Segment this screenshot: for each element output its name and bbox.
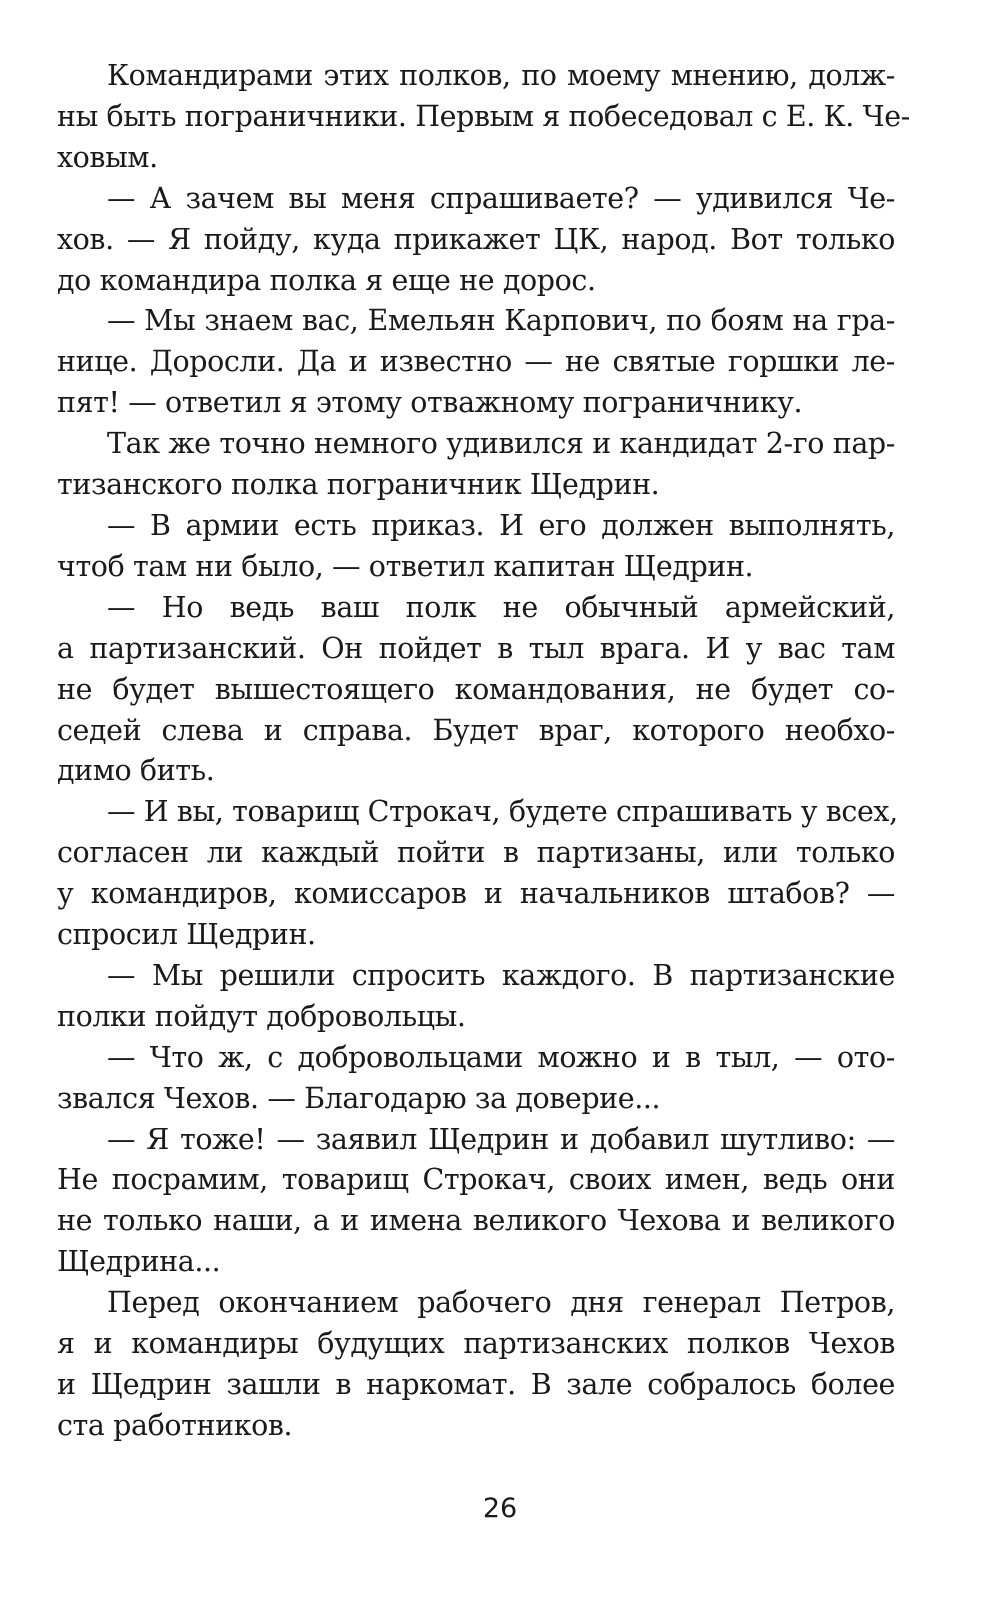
page-number: 26	[482, 1493, 518, 1524]
text-line: чтоб там ни было, — ответил капитан Щедрин.	[57, 549, 754, 583]
text-line: ховым.	[57, 140, 158, 174]
text-line: я и командиры будущих партизанских полков Чехов	[57, 1327, 895, 1361]
text-line: Щедрина...	[57, 1245, 221, 1279]
text-line: ста работников.	[57, 1408, 293, 1442]
page-body	[57, 56, 910, 1447]
text-line: — И вы, товарищ Строкач, будете спрашивать у всех,	[107, 795, 898, 829]
paragraph	[57, 1120, 895, 1284]
text-line: димо бить.	[57, 754, 215, 788]
text-line: не только наши, а и имена великого Чехова и великого	[57, 1204, 895, 1238]
text-line: звался Чехов. — Благодарю за доверие...	[57, 1081, 661, 1115]
text-line: ны быть пограничники. Первым я побеседовал с Е. К. Че-	[57, 99, 910, 133]
text-line: и Щедрин зашли в наркомат. В зале собралось более	[57, 1368, 895, 1401]
text-line: хов. — Я пойду, куда прикажет ЦК, народ. Вот только	[57, 222, 895, 256]
text-line: — Мы решили спросить каждого. В партизанские	[107, 958, 895, 992]
text-line: — А зачем вы меня спрашиваете? — удивился Че-	[107, 181, 895, 215]
paragraph	[57, 956, 895, 1038]
paragraph	[57, 792, 898, 956]
text-line: согласен ли каждый пойти в партизаны, или только	[57, 836, 895, 870]
text-line: спросил Щедрин.	[57, 918, 316, 952]
text-line: до командира полка я еще не дорос.	[57, 263, 596, 297]
text-line: у командиров, комиссаров и начальников штабов? —	[57, 877, 895, 911]
text-line: полки пойдут добровольцы.	[57, 999, 466, 1033]
text-line: Командирами этих полков, по моему мнению, долж-	[107, 59, 895, 92]
paragraph	[57, 179, 895, 302]
text-line: а партизанский. Он пойдет в тыл врага. И у вас там	[57, 631, 895, 665]
paragraph	[57, 424, 895, 506]
text-line: — Но ведь ваш полк не обычный армейский,	[107, 590, 895, 624]
text-line: — Я тоже! — заявил Щедрин и добавил шутливо: —	[107, 1122, 895, 1156]
text-line: тизанского полка пограничник Щедрин.	[57, 468, 660, 502]
text-line: — Мы знаем вас, Емельян Карпович, по боям на гра-	[107, 304, 895, 338]
text-line: — Что ж, с добровольцами можно и в тыл, — ото-	[107, 1040, 895, 1074]
text-line: пят! — ответил я этому отважному пограничнику.	[57, 386, 803, 420]
paragraph	[57, 1283, 895, 1447]
paragraph	[57, 56, 910, 179]
text-line: Так же точно немного удивился и кандидат 2-го пар-	[107, 427, 895, 461]
text-line: нице. Доросли. Да и известно — не святые горшки ле-	[57, 345, 895, 379]
paragraph	[57, 301, 895, 424]
paragraph	[57, 1038, 895, 1120]
text-line: не будет вышестоящего командования, не будет со-	[57, 672, 895, 706]
text-line: Не посрамим, товарищ Строкач, своих имен, ведь они	[57, 1163, 895, 1197]
text-line: седей слева и справа. Будет враг, которого необхо-	[57, 713, 895, 747]
paragraph	[57, 588, 895, 793]
paragraph	[57, 506, 895, 588]
text-line: Перед окончанием рабочего дня генерал Петров,	[107, 1286, 895, 1320]
text-line: — В армии есть приказ. И его должен выполнять,	[107, 508, 895, 542]
